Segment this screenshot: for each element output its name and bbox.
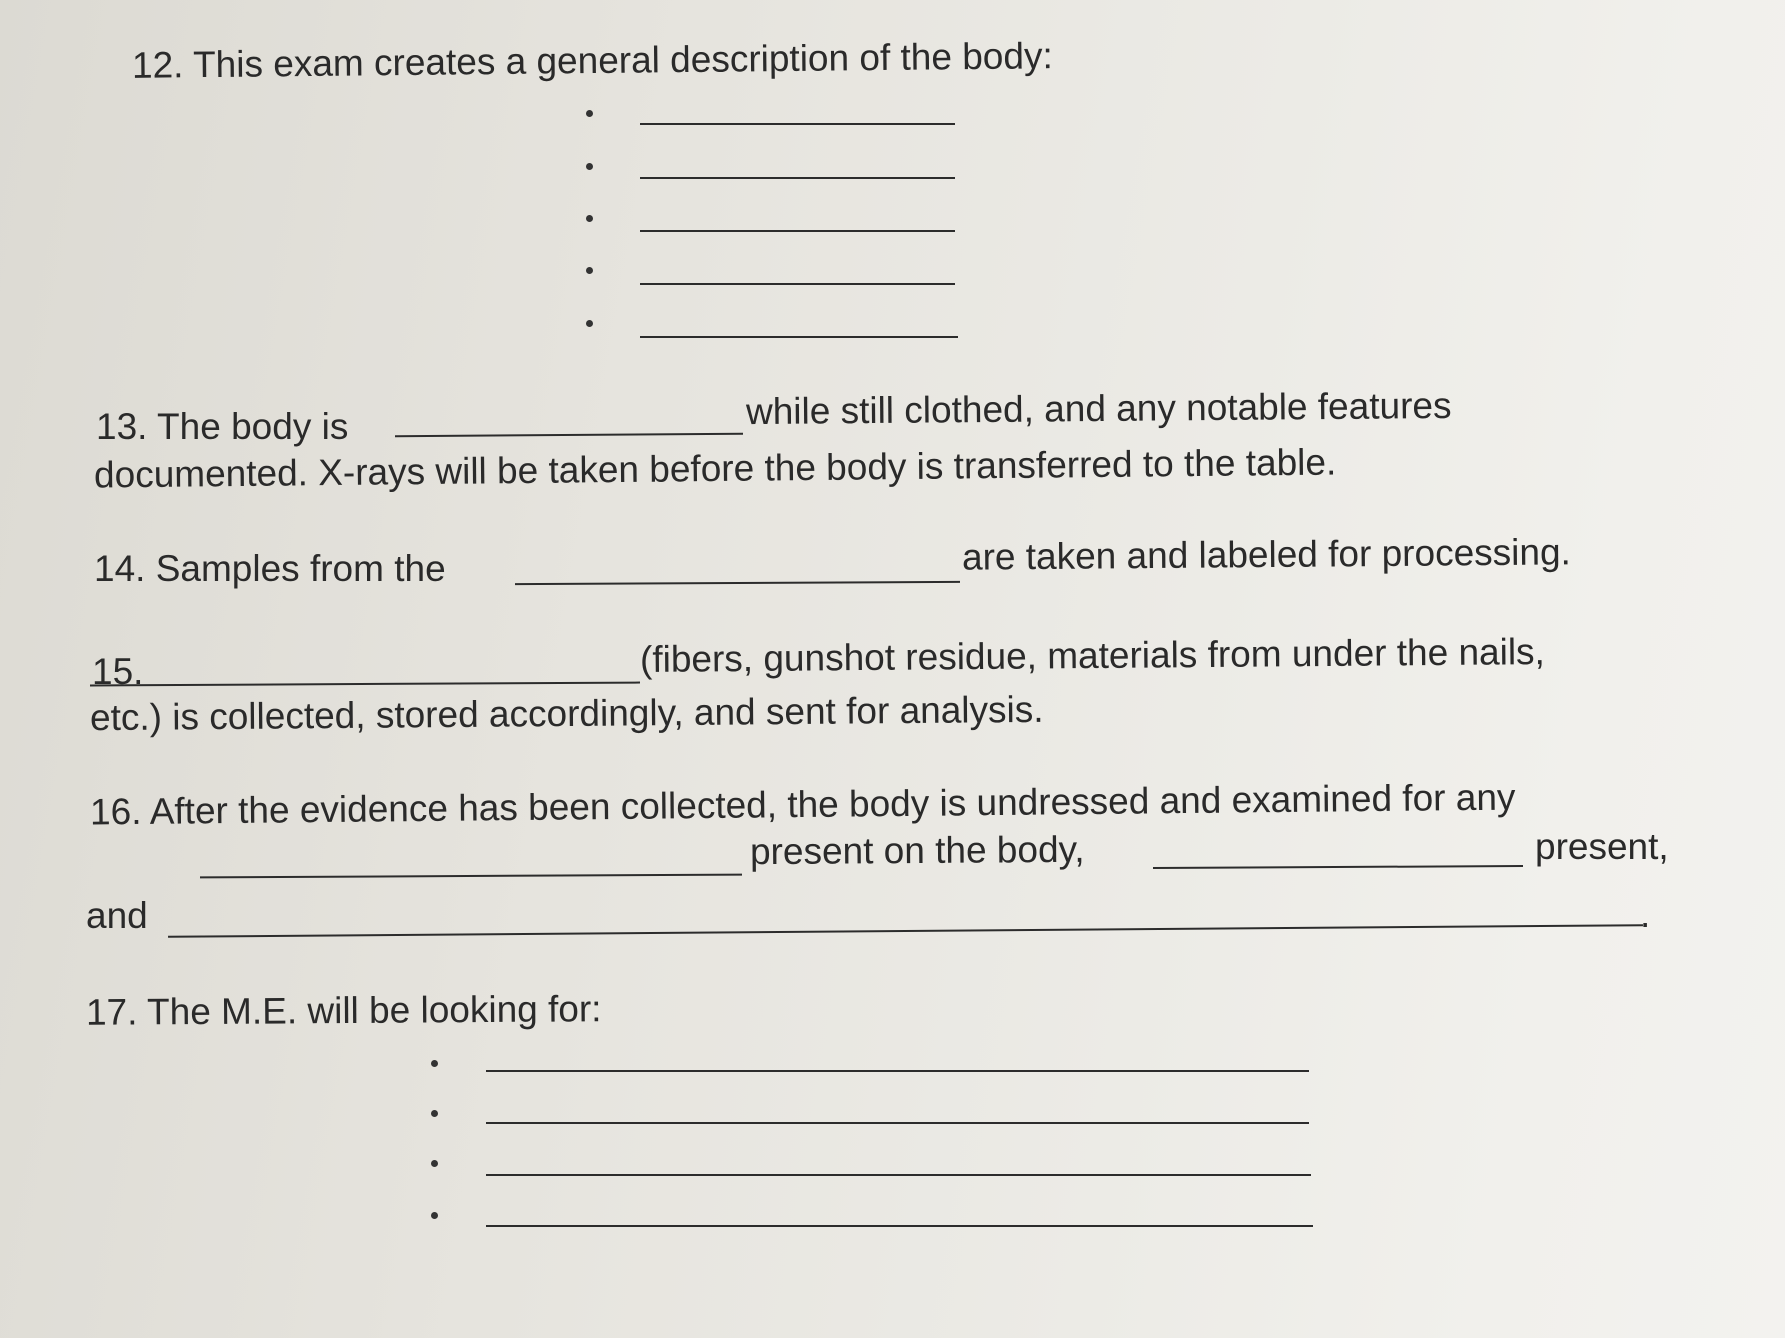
question-16-line-1: 16. After the evidence has been collected, the body is undressed and examined for any xyxy=(89,776,1516,833)
bullet-point xyxy=(586,163,593,170)
question-13-line-2: documented. X-rays will be taken before the body is transferred to the table. xyxy=(93,441,1337,496)
question-14-prefix: 14. Samples from the xyxy=(94,548,446,589)
question-16-blank-3[interactable] xyxy=(168,924,1643,938)
question-12-blank-4[interactable] xyxy=(640,283,955,285)
question-13-prefix: 13. The body is xyxy=(96,406,349,447)
question-17-blank-4[interactable] xyxy=(486,1225,1313,1227)
question-17-blank-1[interactable] xyxy=(486,1070,1309,1072)
question-12-blank-1[interactable] xyxy=(640,123,955,125)
bullet-point xyxy=(586,267,593,274)
bullet-point xyxy=(586,215,593,222)
question-16-blank-1[interactable] xyxy=(200,874,742,879)
bullet-point xyxy=(586,110,593,117)
bullet-point xyxy=(431,1110,438,1117)
question-16-blank-2[interactable] xyxy=(1153,865,1523,869)
question-17-text: 17. The M.E. will be looking for: xyxy=(85,988,602,1033)
question-17-blank-3[interactable] xyxy=(486,1174,1311,1176)
question-15-number: 15. xyxy=(92,651,144,692)
question-16-mid-2: present, xyxy=(1535,826,1669,867)
question-14-blank[interactable] xyxy=(515,581,960,585)
question-16-and: and xyxy=(86,895,148,936)
bullet-point xyxy=(431,1212,438,1219)
question-13-suffix: while still clothed, and any notable features xyxy=(745,384,1452,433)
question-12-blank-3[interactable] xyxy=(640,230,955,232)
question-15-suffix: (fibers, gunshot residue, materials from under the nails, xyxy=(639,631,1546,680)
question-16-end: . xyxy=(1640,894,1651,935)
question-15-line-2: etc.) is collected, stored accordingly, and sent for analysis. xyxy=(89,688,1044,739)
question-14-suffix: are taken and labeled for processing. xyxy=(961,531,1572,578)
question-12-text: 12. This exam creates a general description of the body: xyxy=(131,35,1053,86)
bullet-point xyxy=(431,1160,438,1167)
question-12-blank-5[interactable] xyxy=(640,336,958,338)
question-17-blank-2[interactable] xyxy=(486,1122,1309,1124)
question-15-blank[interactable] xyxy=(90,682,640,687)
bullet-point xyxy=(431,1060,438,1067)
bullet-point xyxy=(586,320,593,327)
question-16-mid-1: present on the body, xyxy=(749,828,1085,873)
question-13-blank[interactable] xyxy=(395,433,743,437)
question-12-blank-2[interactable] xyxy=(640,177,955,179)
